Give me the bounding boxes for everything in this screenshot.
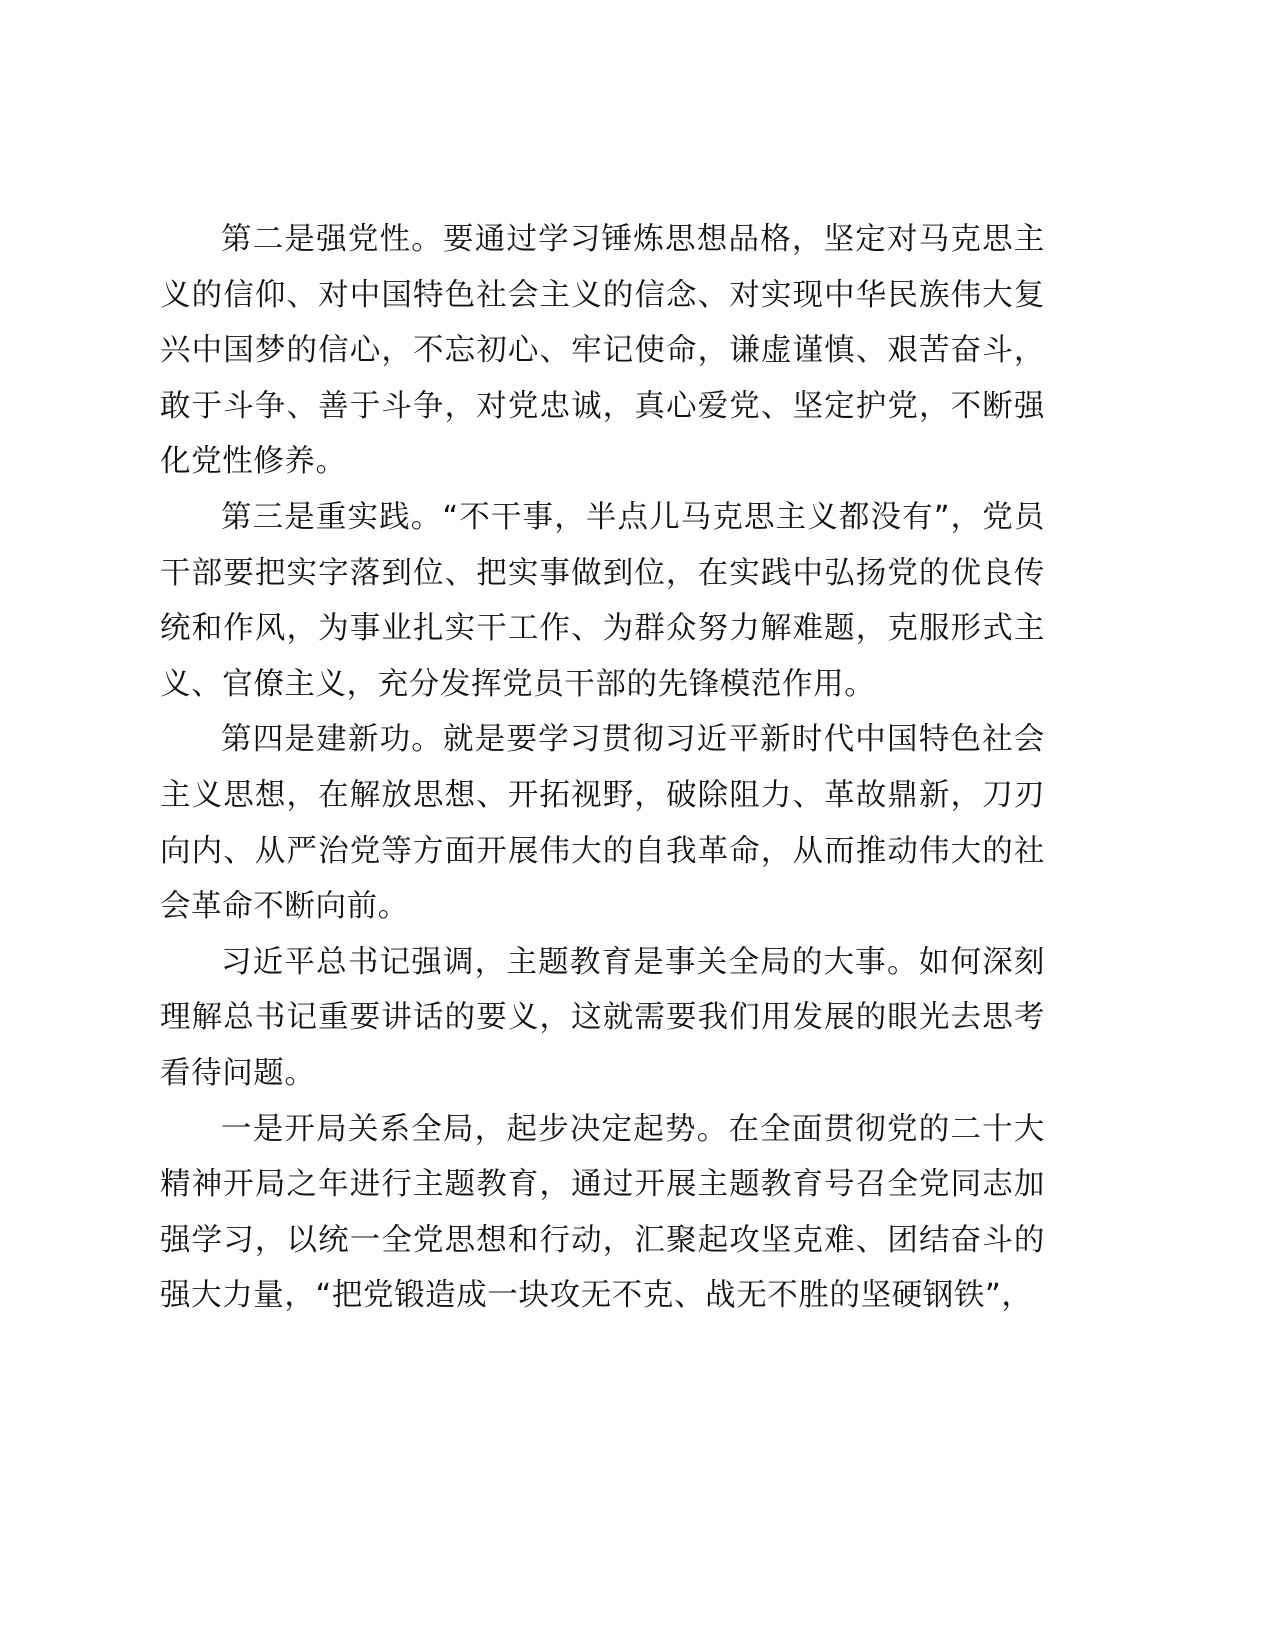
document-body xyxy=(160,212,1045,1324)
paragraph-general-secretary-emphasis: 习近平总书记强调，主题教育是事关全局的大事。如何深刻理解总书记重要讲话的要义，这就需要我们用发展的眼光去思考看待问题。 xyxy=(160,944,1045,1091)
paragraph-first-point-opening: 一是开局关系全局，起步决定起势。在全面贯彻党的二十大精神开局之年进行主题教育，通过开展主题教育号召全党同志加强学习，以统一全党思想和行动，汇聚起攻坚克难、团结奋斗的强大力量，“把党锻造成一块攻无不克、战无不胜的坚硬钢铁”， xyxy=(160,1111,1045,1314)
paragraph-strengthen-party-spirit: 第二是强党性。要通过学习锤炼思想品格，坚定对马克思主义的信仰、对中国特色社会主义的信念、对实现中华民族伟大复兴中国梦的信心，不忘初心、牢记使命，谦虚谨慎、艰苦奋斗，敢于斗争、善于斗争，对党忠诚，真心爱党、坚定护党，不断强化党性修养。 xyxy=(160,222,1045,480)
paragraph-emphasize-practice: 第三是重实践。“不干事，半点儿马克思主义都没有”，党员干部要把实字落到位、把实事做到位，在实践中弘扬党的优良传统和作风，为事业扎实干工作、为群众努力解难题，克服形式主义、官僚主义，充分发挥党员干部的先锋模范作用。 xyxy=(160,499,1045,702)
paragraph-new-achievements: 第四是建新功。就是要学习贯彻习近平新时代中国特色社会主义思想，在解放思想、开拓视野，破除阻力、革故鼎新，刀刃向内、从严治党等方面开展伟大的自我革命，从而推动伟大的社会革命不断向前。 xyxy=(160,722,1045,925)
